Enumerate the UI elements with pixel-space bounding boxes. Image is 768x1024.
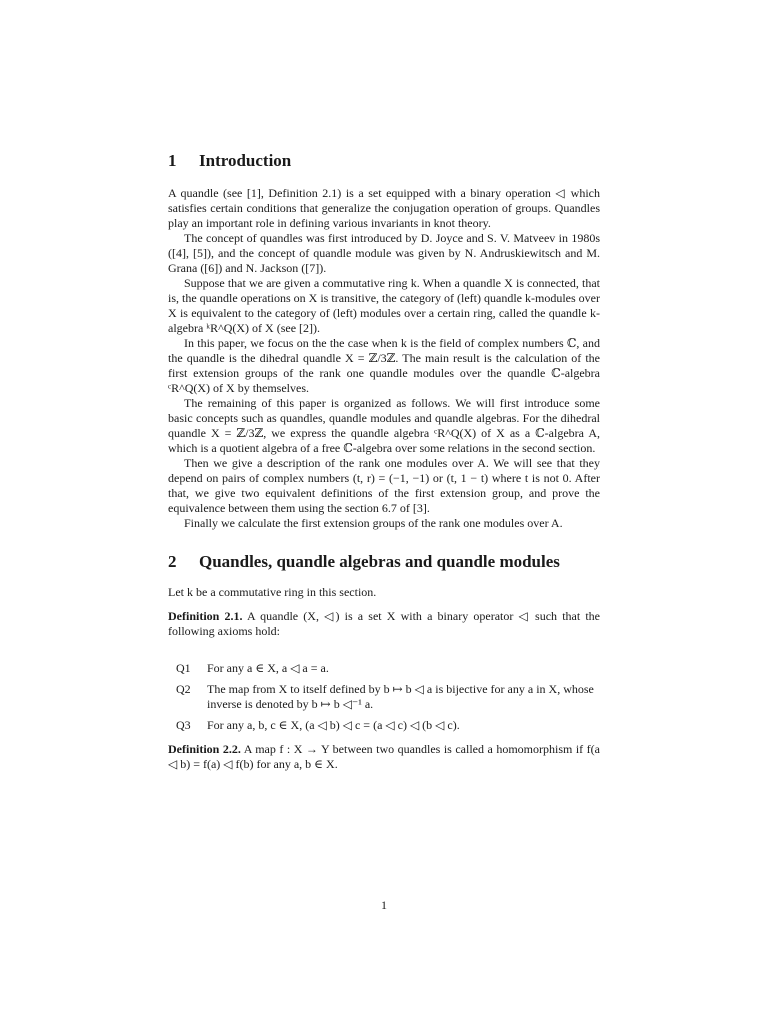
paragraph: Then we give a description of the rank one modules over A. We will see that they depend on pairs of complex numbers (t, r) = (−1, −1) or (t, 1 − t) where t is not 0. After that, we give two equivalent definitions of the first extension group, and prove the equivalence between them using the section 6.7 of [3]. bbox=[168, 456, 600, 515]
definition-2-1 bbox=[168, 609, 600, 639]
paragraph: Finally we calculate the first extension groups of the rank one modules over A. bbox=[184, 516, 563, 530]
section-number: 1 bbox=[168, 151, 177, 170]
paragraph: The remaining of this paper is organized as follows. We will first introduce some basic concepts such as quandles, quandle modules and quandle algebras. For the dihedral quandle X = ℤ/3ℤ, we express the quandle algebra ᶜR^Q(X) of X as a ℂ-algebra A, which is a quotient algebra of a free ℂ-algebra over some relations in the second section. bbox=[168, 396, 600, 455]
axiom-tag: Q1 bbox=[176, 661, 191, 675]
axiom-tag: Q2 bbox=[176, 682, 191, 696]
axiom-text: For any a, b, c ∈ X, (a ◁ b) ◁ c = (a ◁ c) ◁ (b ◁ c). bbox=[207, 718, 460, 732]
axiom-item bbox=[168, 718, 600, 733]
definition-label: Definition 2.1. bbox=[168, 609, 243, 623]
section-1-heading bbox=[168, 150, 600, 172]
axiom-item bbox=[168, 661, 600, 676]
axiom-tag: Q3 bbox=[176, 718, 191, 732]
axiom-item bbox=[168, 682, 600, 712]
paragraph: Suppose that we are given a commutative ring k. When a quandle X is connected, that is, the quandle operations on X is transitive, the category of (left) quandle k-modules over X is equivalent to the category of (left) modules over a certain ring, called the quandle k-algebra ᵏR^Q(X) of X (see [2]). bbox=[168, 276, 600, 335]
section-2-heading bbox=[168, 551, 600, 573]
axiom-text: For any a ∈ X, a ◁ a = a. bbox=[207, 661, 329, 675]
definition-text: A quandle (X, ◁) is a set X with a binary operator ◁ such that the following axioms hold: bbox=[168, 609, 600, 638]
page-number: 1 bbox=[381, 898, 387, 912]
paragraph: Let k be a commutative ring in this section. bbox=[168, 585, 377, 599]
section-title: Introduction bbox=[199, 151, 292, 170]
paragraph: In this paper, we focus on the the case when k is the field of complex numbers ℂ, and the quandle is the dihedral quandle X = ℤ/3ℤ. The main result is the calculation of the first extension groups of the rank one quandle modules over the quandle ℂ-algebra ᶜR^Q(X) of X by themselves. bbox=[168, 336, 600, 395]
axiom-list bbox=[168, 661, 600, 733]
definition-text: A map f : X → Y between two quandles is called a homomorphism if f(a ◁ b) = f(a) ◁ f(b) for any a, b ∈ X. bbox=[168, 742, 600, 771]
axiom-text: The map from X to itself defined by b ↦ b ◁ a is bijective for any a in X, whose inverse is denoted by b ↦ b ◁⁻¹ a. bbox=[207, 682, 594, 711]
paragraph: The concept of quandles was first introduced by D. Joyce and S. V. Matveev in 1980s ([4], [5]), and the concept of quandle module was given by N. Andruskiewitsch and M. Grana ([6]) and N. Jackson ([7]). bbox=[168, 231, 600, 275]
section-title: Quandles, quandle algebras and quandle modules bbox=[199, 552, 560, 571]
section-number: 2 bbox=[168, 552, 177, 571]
paragraph: A quandle (see [1], Definition 2.1) is a set equipped with a binary operation ◁ which satisfies certain conditions that generalize the conjugation operation of groups. Quandles play an important role in defining various invariants in knot theory. bbox=[168, 186, 600, 230]
definition-label: Definition 2.2. bbox=[168, 742, 241, 756]
paper-page bbox=[168, 150, 600, 772]
definition-2-2 bbox=[168, 742, 600, 772]
